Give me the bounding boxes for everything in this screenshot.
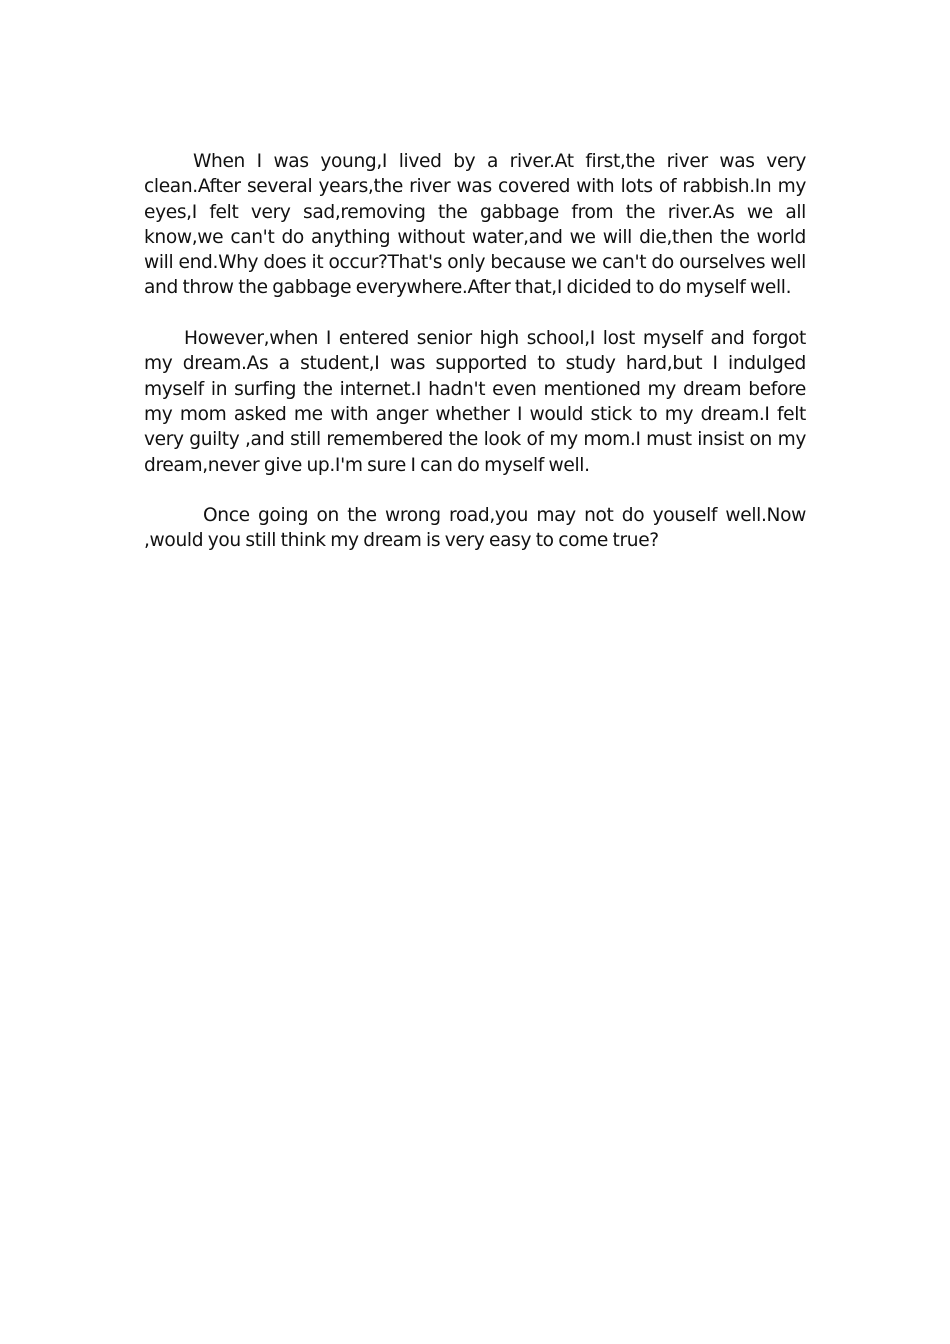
document-body [144, 149, 806, 579]
paragraph-2: However,when I entered senior high school,I lost myself and forgot my dream.As a student,I was supported to study hard,but I indulged myself in surfing the internet.I hadn't even mentioned my dream before my mom asked me with anger whether I would stick to my dream.I felt very guilty ,and still remembered the look of my mom.I must insist on my dream,never give up.I'm sure I can do myself well. [144, 328, 806, 476]
paragraph-1: When I was young,I lived by a river.At first,the river was very clean.After several years,the river was covered with lots of rabbish.In my eyes,I felt very sad,removing the gabbage from the river.As we all know,we can't do anything without water,and we will die,then the world will end.Why does it occur?That's only because we can't do ourselves well and throw the gabbage everywhere.After that,I dicided to do myself well. [144, 151, 806, 299]
paragraph-3: Once going on the wrong road,you may not do youself well.Now ,would you still think my dream is very easy to come true? [144, 505, 806, 552]
